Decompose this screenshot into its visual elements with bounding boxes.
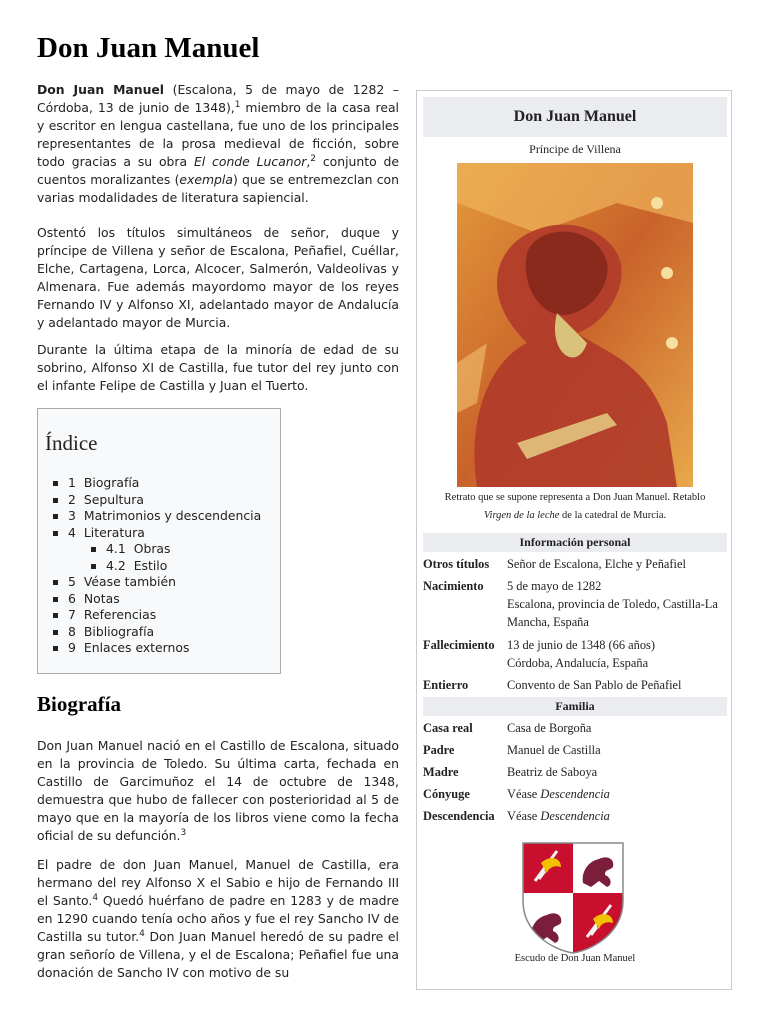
ref-link[interactable]: 3	[180, 827, 187, 838]
ref-link[interactable]: 4	[92, 892, 99, 903]
descendencia-link[interactable]: Descendencia	[540, 809, 610, 823]
tutor-paragraph: Durante la última etapa de la minoría de edad de su sobrino, Alfonso XI de Castilla, fue tutor del rey junto con el infante Felipe de Castilla y Juan el Tuerto.	[37, 342, 399, 393]
ref-link[interactable]: 2	[310, 153, 317, 164]
toc-subitem[interactable]: 4.2 Estilo	[106, 558, 261, 575]
portrait-caption: Retrato que se supone representa a Don Juan Manuel. Retablo Virgen de la leche de la catedral de Murcia.	[444, 492, 706, 521]
toc-title: Índice	[45, 431, 98, 455]
toc-item[interactable]: 3 Matrimonios y descendencia	[68, 508, 262, 523]
toc-item[interactable]: 9 Enlaces externos	[68, 640, 261, 657]
ref-link[interactable]: 4	[139, 928, 145, 939]
biografia-paragraph-1: Don Juan Manuel nació en el Castillo de Escalona, situado en la provincia de Toledo. Su última carta, fechada en Castillo de Garcimuñoz el 14 de octubre de 1348, demuestra que hubo de fallecer con posterioridad al 5 de mayo que en la mayoría de los libros viene como la fecha oficial de su defunción.$^3$	[37, 738, 399, 843]
descendencia-link[interactable]: Descendencia	[540, 787, 610, 801]
toc-item[interactable]: 6 Notas	[68, 591, 261, 608]
work-link[interactable]: El conde Lucanor	[193, 154, 307, 169]
toc-subitem[interactable]: 4.1 Obras	[106, 541, 261, 558]
infobox-title: Don Juan Manuel	[423, 97, 727, 137]
coat-of-arms-caption: Escudo de Don Juan Manuel	[514, 953, 636, 964]
toc-item[interactable]: 5 Véase también	[68, 574, 261, 591]
ref-link[interactable]: 1	[234, 99, 241, 110]
table-of-contents	[37, 408, 281, 674]
section-heading-biografia: Biografía	[37, 692, 121, 716]
section-header-familia: Familia	[423, 697, 727, 716]
intro-paragraph: Don Juan Manuel (Escalona, 5 de mayo de 1282 – Córdoba, 13 de junio de 1348),$^1$ miembro de la casa real y escritor en lengua castellana, fue uno de los principales representantes de la prosa medieval de ficción, sobre todo gracias a su obra El conde Lucanor,$^2$ conjunto de cuentos moralizantes (exempla) que se entremezclan con varias modalidades de literatura sapiencial.	[37, 82, 400, 205]
infobox-subtitle: Príncipe de Villena	[529, 142, 621, 156]
toc-item[interactable]: 2 Sepultura	[68, 492, 261, 509]
lead-name: Don Juan Manuel	[37, 82, 165, 97]
exempla-link[interactable]: exempla	[179, 172, 233, 187]
toc-item[interactable]: 1 Biografía	[68, 475, 261, 492]
titles-paragraph: Ostentó los títulos simultáneos de señor, duque y príncipe de Villena y señor de Escalona, Peñafiel, Cuéllar, Elche, Cartagena, Lorca, Alcocer, Salmerón, Valdeolivas y Almenara. Fue además mayordomo mayor de los reyes Fernando IV y Alfonso XI, adelantado mayor de Andalucía y adelantado mayor de Murcia.	[37, 225, 399, 330]
toc-item[interactable]: 4 Literatura 4.1 Obras 4.2 Estilo	[68, 525, 261, 575]
coat-of-arms-image[interactable]	[521, 841, 625, 955]
toc-item[interactable]: 8 Bibliografía	[68, 624, 261, 641]
section-header-info-personal: Información personal	[423, 533, 727, 552]
infobox: Don Juan Manuel Príncipe de Villena Retrato que se supone representa a Don Juan Manuel. Retablo Virgen de la leche de la catedral de Murcia. Información personal Otros títulos Señor de Escalona, Elche y Peñafiel Nacimiento 5 de mayo de 1282 Escalona, provincia de Toledo, Castilla-La Mancha, España Fallecimiento 13 de junio de 1348 (66 años) Córdoba, Andalucía, España Entierro Convento de San Pablo de Peñafiel Familia Casa real Casa de Borgoña Padre Manuel de Castilla Madre Beatriz de Saboya Cónyuge Véase Descendencia Descendencia Véase Descendencia Escudo de Don Juan Manuel	[416, 90, 732, 990]
toc-list	[68, 475, 261, 657]
portrait-image[interactable]	[457, 163, 693, 487]
retablo-link[interactable]: Virgen de la leche	[483, 510, 560, 521]
page-title: Don Juan Manuel	[37, 32, 260, 64]
biografia-paragraph-2: El padre de don Juan Manuel, Manuel de Castilla, era hermano del rey Alfonso X el Sabio e hijo de Fernando III el Santo.$^4$ Quedó huérfano de padre en 1283 y de madre en 1290 cuando tenía ocho años y fue el rey Sancho IV de Castilla su tutor.$^4$ Don Juan Manuel heredó de su padre el gran señorío de Villena, y el de Escalona; Peñafiel fue una donación de Sancho IV con motivo de su	[37, 857, 399, 980]
toc-item[interactable]: 7 Referencias	[68, 607, 261, 624]
